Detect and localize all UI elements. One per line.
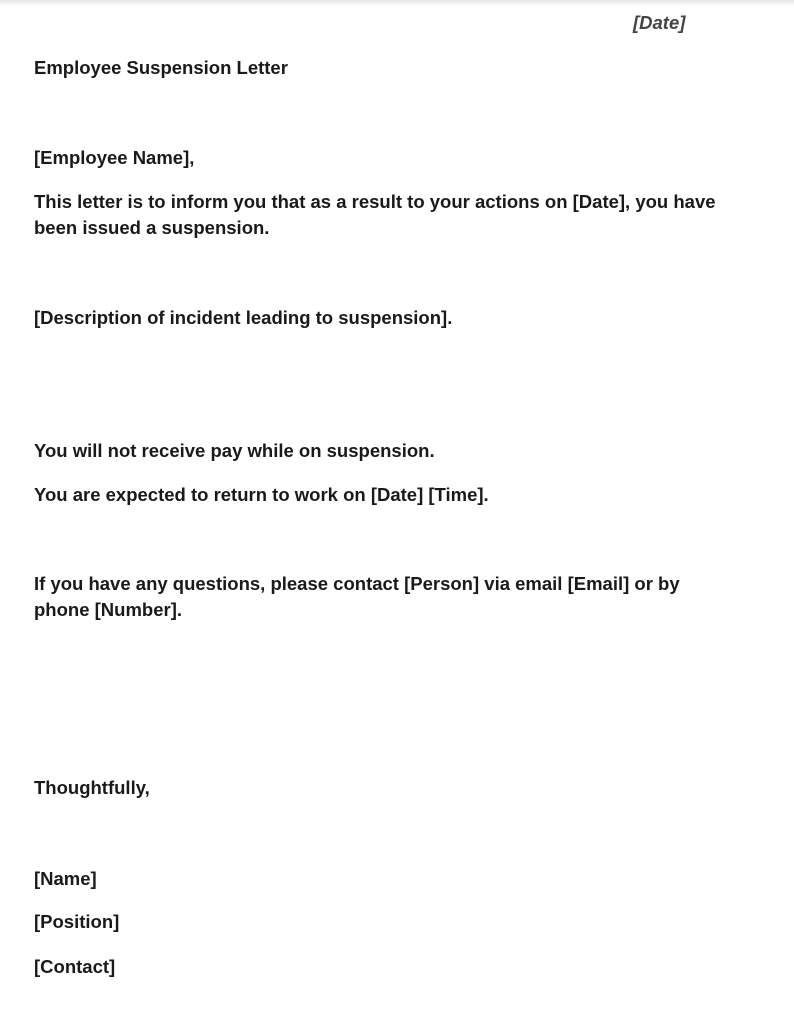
page-top-edge — [0, 0, 794, 6]
incident-description: [Description of incident leading to suspension]. — [34, 307, 453, 328]
closing: Thoughtfully, — [34, 777, 150, 798]
intro-line-1: This letter is to inform you that as a result to your actions on [Date], you have — [34, 191, 716, 212]
signature-contact: [Contact] — [34, 956, 116, 977]
contact-line-1: If you have any questions, please contact [Person] via email [Email] or by — [34, 573, 680, 594]
contact-line-2: phone [Number]. — [34, 599, 182, 620]
letter-date: [Date] — [633, 12, 686, 33]
intro-line-2: been issued a suspension. — [34, 217, 270, 238]
salutation: [Employee Name], — [34, 147, 195, 168]
return-notice: You are expected to return to work on [Date] [Time]. — [34, 484, 489, 505]
signature-name: [Name] — [34, 868, 97, 889]
pay-notice: You will not receive pay while on suspension. — [34, 440, 435, 461]
signature-position: [Position] — [34, 911, 120, 932]
letter-title: Employee Suspension Letter — [34, 57, 288, 78]
